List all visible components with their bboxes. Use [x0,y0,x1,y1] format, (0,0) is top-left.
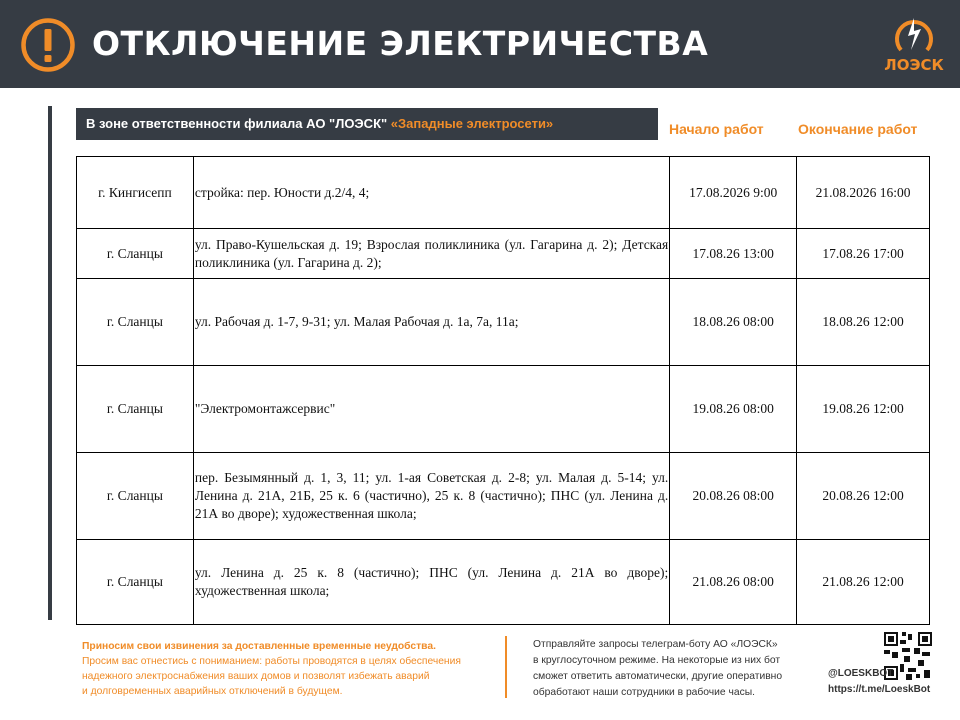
end-time-cell: 21.08.26 12:00 [797,540,930,625]
address-cell: ул. Право-Кушельская д. 19; Взрослая поликлиника (ул. Гагарина д. 2); Детская поликлиника (ул. Гагарина д. 2); [193,229,669,279]
start-time-cell: 20.08.26 08:00 [670,453,797,540]
address-cell: пер. Безымянный д. 1, 3, 11; ул. 1-ая Советская д. 2-8; ул. Малая д. 5-14; ул. Ленина д. 21А, 21Б, 25 к. 6 (частично), 25 к. 8 (частично); ПНС (ул. Ленина д. 21А во дворе); художественная школа; [193,453,669,540]
bot-info-line: Отправляйте запросы телеграм-боту АО «ЛОЭСК» [533,639,778,650]
start-time-cell: 19.08.26 08:00 [670,366,797,453]
address-cell: ул. Ленина д. 25 к. 8 (частично); ПНС (ул. Ленина д. 21А во дворе); художественная школа; [193,540,669,625]
city-cell: г. Сланцы [77,453,194,540]
footer-divider [505,636,507,698]
city-cell: г. Сланцы [77,229,194,279]
city-cell: г. Кингисепп [77,157,194,229]
address-cell: ул. Рабочая д. 1-7, 9-31; ул. Малая Рабочая д. 1а, 7а, 11а; [193,279,669,366]
table-row [77,540,930,625]
start-time-cell: 17.08.26 13:00 [670,229,797,279]
city-cell: г. Сланцы [77,540,194,625]
table-row [77,157,930,229]
page-title: ОТКЛЮЧЕНИЕ ЭЛЕКТРИЧЕСТВА [92,24,709,63]
end-time-cell: 17.08.26 17:00 [797,229,930,279]
apology-line: надежного электроснабжения ваших домов и позволят избежать аварий [82,671,430,682]
left-accent-bar [48,106,52,620]
page-header [0,0,960,88]
table-row [77,366,930,453]
company-logo [884,12,944,76]
end-time-cell: 20.08.26 12:00 [797,453,930,540]
exclamation-circle-icon [20,17,76,73]
start-time-cell: 17.08.2026 9:00 [670,157,797,229]
start-time-cell: 21.08.26 08:00 [670,540,797,625]
table-row [77,453,930,540]
table-row [77,279,930,366]
branch-name: «Западные электросети» [390,116,554,131]
table-row [77,229,930,279]
outage-table [76,156,930,625]
bot-info [533,637,813,701]
branch-banner [76,108,658,140]
city-cell: г. Сланцы [77,366,194,453]
address-cell: стройка: пер. Юности д.2/4, 4; [193,157,669,229]
bot-link[interactable]: https://t.me/LoeskBot [828,684,931,695]
logo-text: ЛОЭСК [884,56,944,74]
apology-line: Просим вас отнестись с пониманием: работы проводятся в целях обеспечения [82,656,461,667]
bot-info-line: обработают наши сотрудники в рабочие часы. [533,687,756,698]
bot-handle: @LOESKBOT [828,668,894,679]
bot-info-line: сможет ответить автоматически, другие оперативно [533,671,783,682]
start-time-cell: 18.08.26 08:00 [670,279,797,366]
apology-line: и долговременных аварийных отключений в будущем. [82,686,343,697]
address-cell: "Электромонтажсервис" [193,366,669,453]
branch-prefix: В зоне ответственности филиала АО "ЛОЭСК" [86,116,388,131]
city-cell: г. Сланцы [77,279,194,366]
end-time-cell: 18.08.26 12:00 [797,279,930,366]
bot-info-line: в круглосуточном режиме. На некоторые из них бот [533,655,781,666]
end-time-cell: 19.08.26 12:00 [797,366,930,453]
end-time-cell: 21.08.2026 16:00 [797,157,930,229]
column-header-end: Окончание работ [798,121,918,137]
column-header-start: Начало работ [669,121,764,137]
apology-heading: Приносим свои извинения за доставленные временные неудобства. [82,641,436,652]
apology-note [82,639,492,699]
logo-lightning-icon [891,12,937,56]
